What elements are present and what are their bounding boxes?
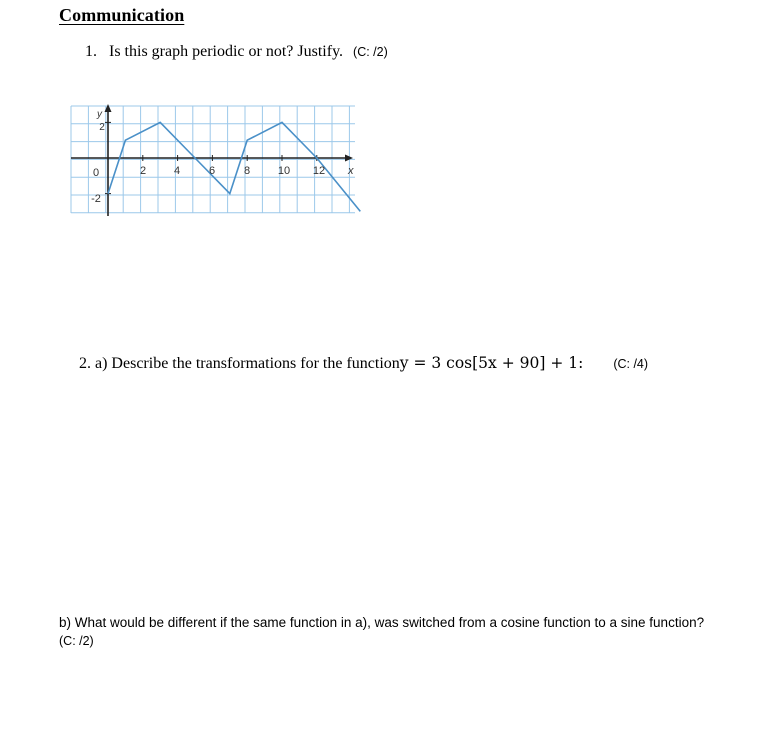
y-axis-label: y: [97, 109, 102, 120]
section-title: Communication: [59, 5, 185, 25]
question-1-marks: (C: /2): [353, 45, 388, 59]
origin-label: 0: [93, 167, 100, 179]
x-tick-label: 4: [173, 165, 181, 177]
y-tick-label-bottom: -2: [91, 193, 101, 205]
question-2b-marks: (C: /2): [59, 634, 94, 648]
x-axis-label: x: [348, 165, 354, 177]
x-tick-label: 12: [312, 165, 326, 177]
x-tick-label: 6: [208, 165, 216, 177]
question-2b: [59, 614, 704, 650]
question-1: [85, 43, 388, 61]
question-2b-text: b) What would be different if the same function in a), was switched from a cosine function to a sine function?: [59, 615, 705, 630]
x-tick-label: 10: [277, 165, 291, 177]
x-tick-label: 2: [139, 165, 147, 177]
question-1-text: Is this graph periodic or not? Justify.: [109, 43, 344, 60]
y-tick-label-top: 2: [99, 122, 105, 133]
question-2a-equation: y = 3 cos[5x + 90] + 1:: [399, 354, 584, 372]
question-2a-text: 2. a) Describe the transformations for the function: [79, 355, 400, 372]
question-2a-marks: (C: /4): [613, 357, 649, 371]
graph-grid: [71, 106, 355, 213]
periodic-graph: [65, 100, 365, 222]
question-1-number: 1.: [85, 43, 97, 60]
question-2a: [79, 354, 648, 373]
x-tick-label: 8: [243, 165, 251, 177]
